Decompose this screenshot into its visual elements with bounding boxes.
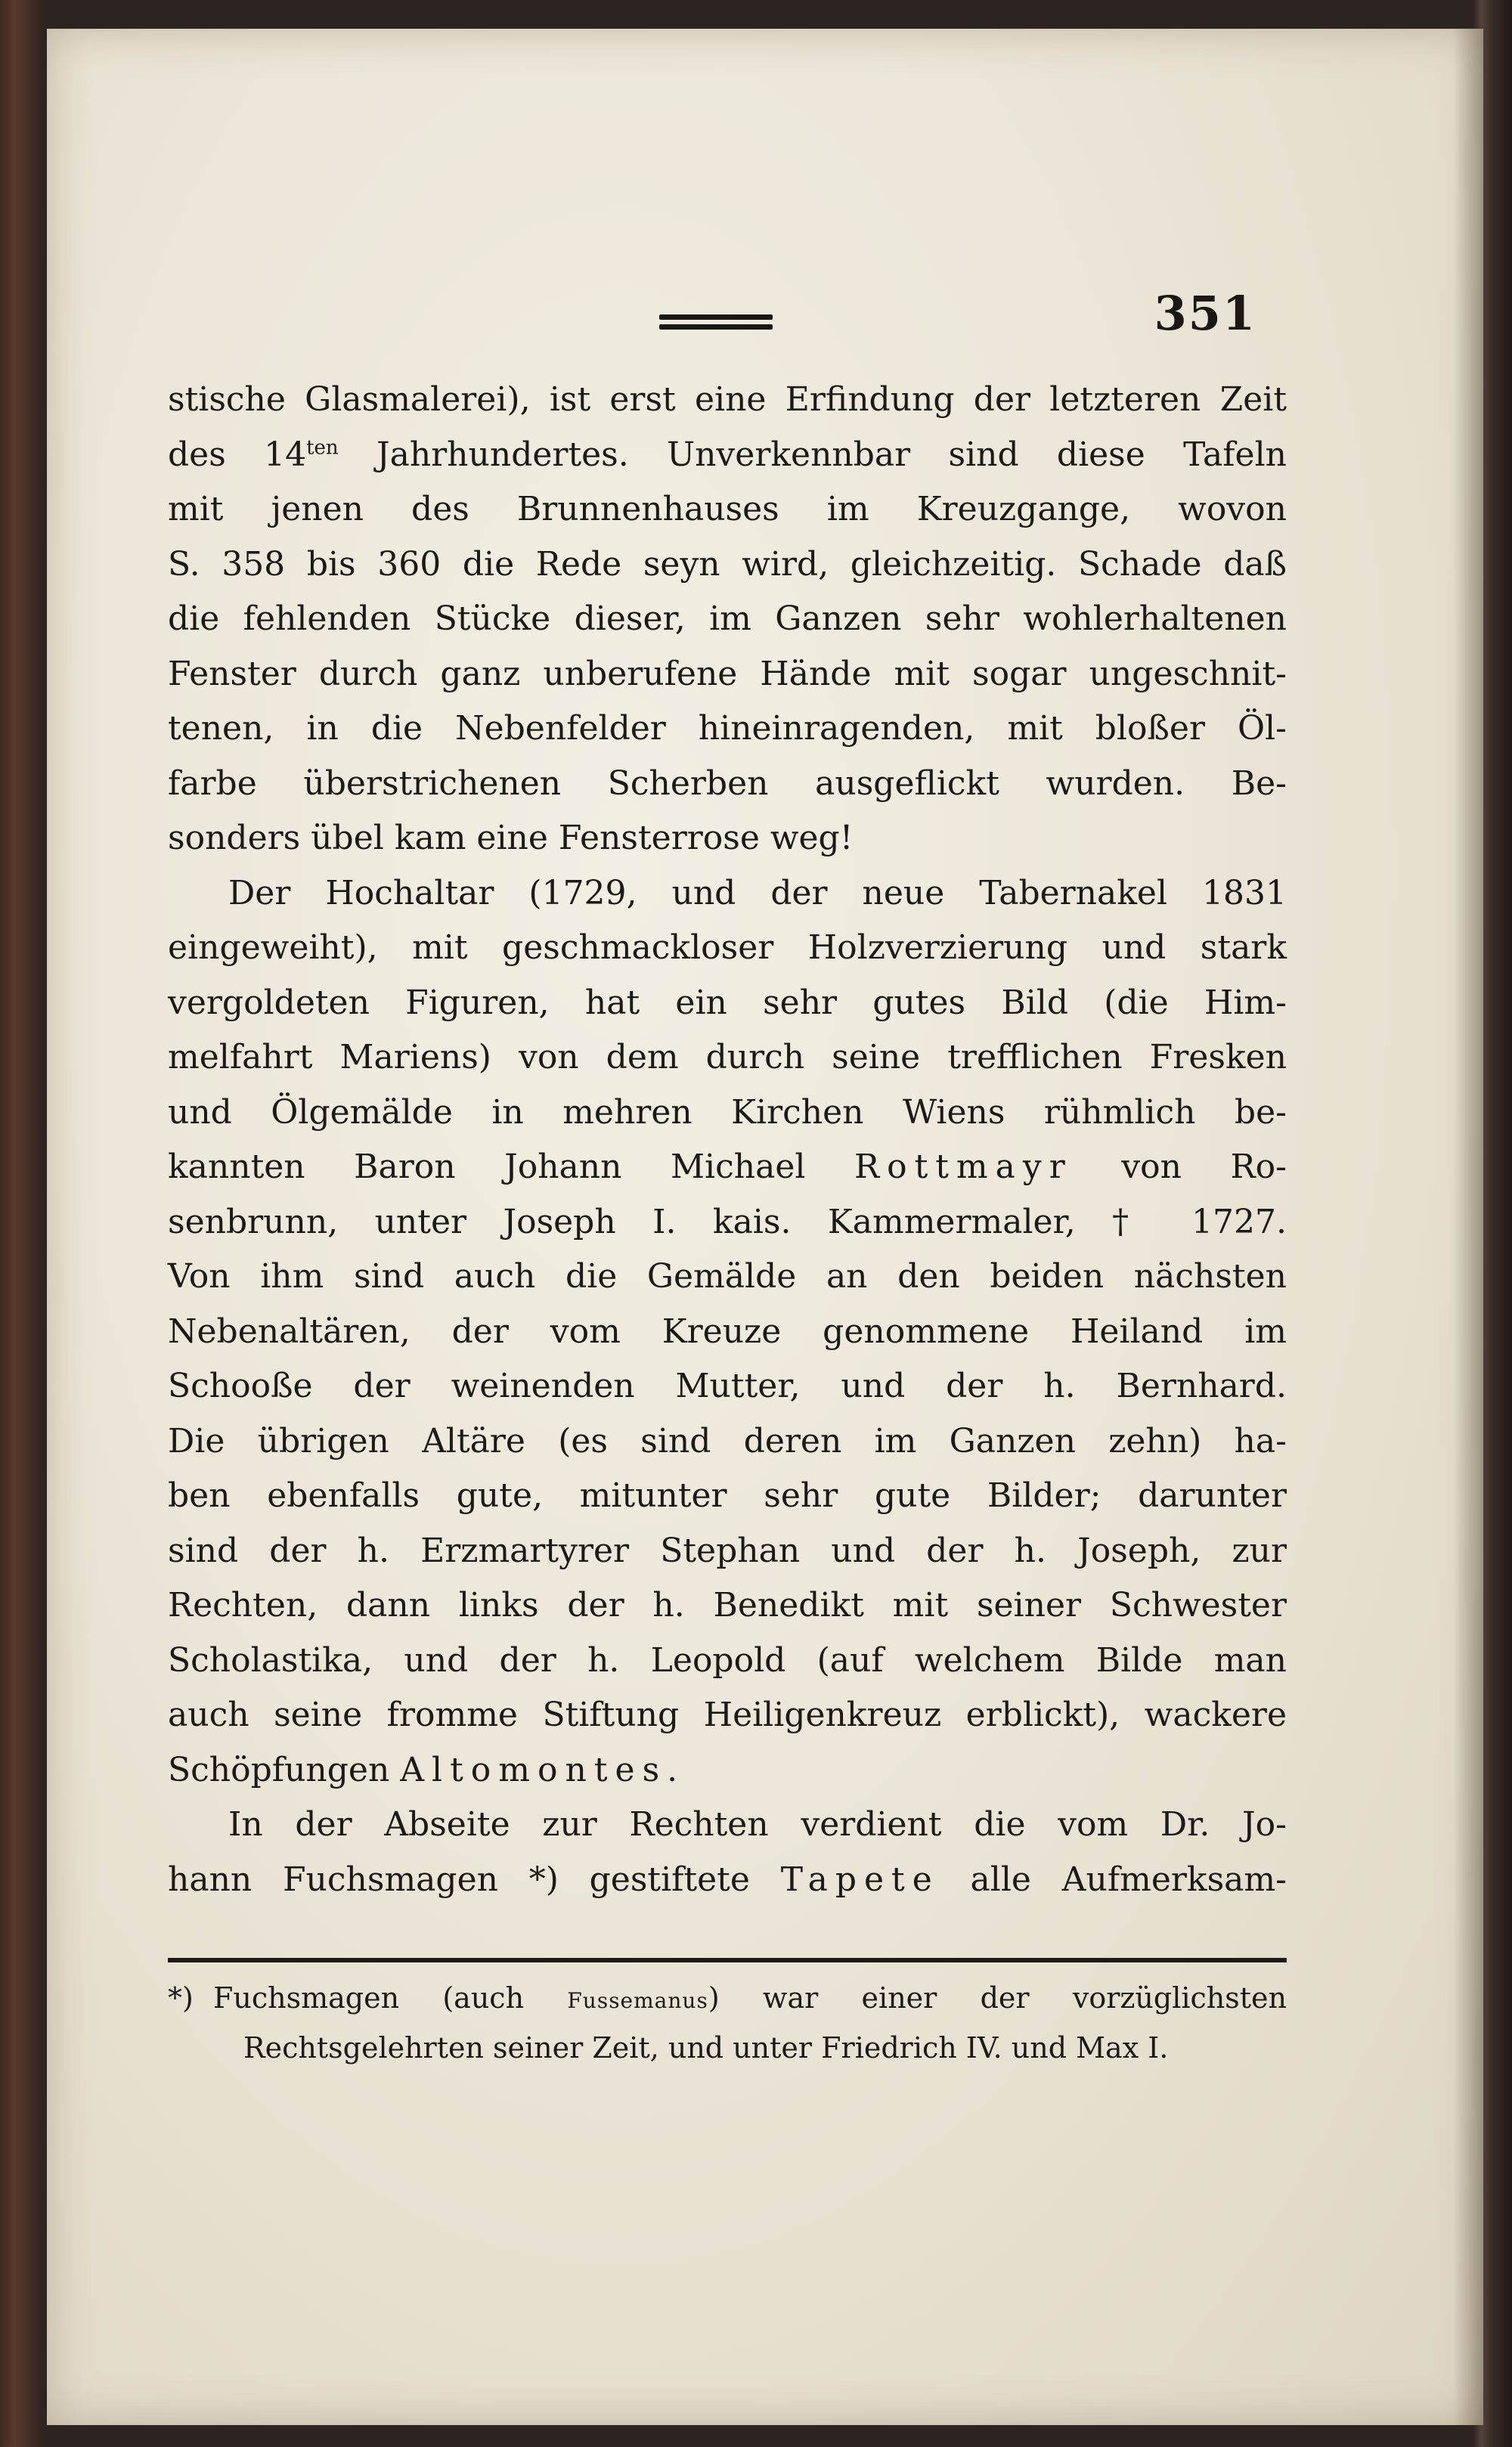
text-line: Schooße der weinenden Mutter, und der h. Bernhard. bbox=[168, 1367, 1287, 1405]
footnote-line: Rechtsgelehrten seiner Zeit, und unter Friedrich IV. und Max I. bbox=[243, 2031, 1169, 2064]
page-gutter-shadow bbox=[1453, 29, 1483, 2425]
text-line: auch seine fromme Stiftung Heiligenkreuz erblickt), wackere bbox=[168, 1696, 1287, 1734]
text-line: mit jenen des Brunnenhauses im Kreuzgange, wovon bbox=[168, 490, 1287, 528]
text-line: und Ölgemälde in mehren Kirchen Wiens rühmlich be- bbox=[168, 1092, 1287, 1132]
body-text bbox=[168, 373, 1287, 1907]
text-line: kannten Baron Johann Michael Rottmayr von Ro- bbox=[168, 1148, 1287, 1186]
paper-page bbox=[47, 29, 1483, 2425]
text-line: die fehlenden Stücke dieser, im Ganzen sehr wohlerhaltenen bbox=[168, 599, 1287, 638]
text-line: Rechten, dann links der h. Benedikt mit seiner Schwester bbox=[168, 1586, 1287, 1625]
header-rule-ornament bbox=[659, 314, 773, 331]
footnote-marker: *) bbox=[168, 1981, 194, 2015]
text-line: Fenster durch ganz unberufene Hände mit sogar ungeschnit- bbox=[168, 654, 1287, 693]
page-header bbox=[47, 271, 1483, 354]
paragraph-start-line: In der Abseite zur Rechten verdient die vom Dr. Jo- bbox=[228, 1805, 1287, 1844]
text-line: tenen, in die Nebenfelder hineinragenden, mit bloßer Öl- bbox=[168, 709, 1287, 748]
text-line: sind der h. Erzmartyrer Stephan und der h. Joseph, zur bbox=[168, 1531, 1287, 1570]
footnote-separator-rule bbox=[168, 1958, 1287, 1962]
text-line: Nebenaltären, der vom Kreuze genommene Heiland im bbox=[168, 1312, 1287, 1351]
text-line: Von ihm sind auch die Gemälde an den beiden nächsten bbox=[168, 1257, 1287, 1296]
text-line: stische Glasmalerei), ist erst eine Erfindung der letzteren Zeit bbox=[168, 380, 1287, 419]
text-line: S. 358 bis 360 die Rede seyn wird, gleichzeitig. Schade daß bbox=[168, 544, 1287, 584]
text-line: Die übrigen Altäre (es sind deren im Ganzen zehn) ha- bbox=[168, 1421, 1287, 1460]
footnote bbox=[168, 1975, 1287, 2071]
page-number: 351 bbox=[1154, 286, 1256, 341]
text-line: melfahrt Mariens) von dem durch seine trefflichen Fresken bbox=[168, 1038, 1287, 1076]
text-line: des $14^{ten}$ Jahrhundertes. Unverkennbar sind diese Tafeln bbox=[168, 435, 1287, 474]
text-line: hann Fuchsmagen *) gestiftete Tapete alle Aufmerksam- bbox=[168, 1860, 1287, 1899]
paragraph-start-line: Der Hochaltar (1729, und der neue Tabernakel 1831 bbox=[228, 873, 1287, 912]
text-line: farbe überstrichenen Scherben ausgeflickt wurden. Be- bbox=[168, 764, 1287, 803]
text-line: senbrunn, unter Joseph I. kais. Kammermaler, † 1727. bbox=[168, 1202, 1287, 1241]
footnote-line: *) Fuchsmagen (auch Fussemanus) war einer der vorzüglichsten bbox=[168, 1975, 1287, 2024]
text-line: ben ebenfalls gute, mitunter sehr gute Bilder; darunter bbox=[168, 1476, 1287, 1515]
text-line: eingeweiht), mit geschmackloser Holzverzierung und stark bbox=[168, 928, 1287, 967]
text-line: sonders übel kam eine Fensterrose weg! bbox=[168, 819, 854, 857]
text-line: Schöpfungen Altomontes. bbox=[168, 1750, 678, 1789]
text-line: Scholastika, und der h. Leopold (auf welchem Bilde man bbox=[168, 1640, 1287, 1680]
text-line: vergoldeten Figuren, hat ein sehr gutes Bild (die Him- bbox=[168, 983, 1287, 1022]
